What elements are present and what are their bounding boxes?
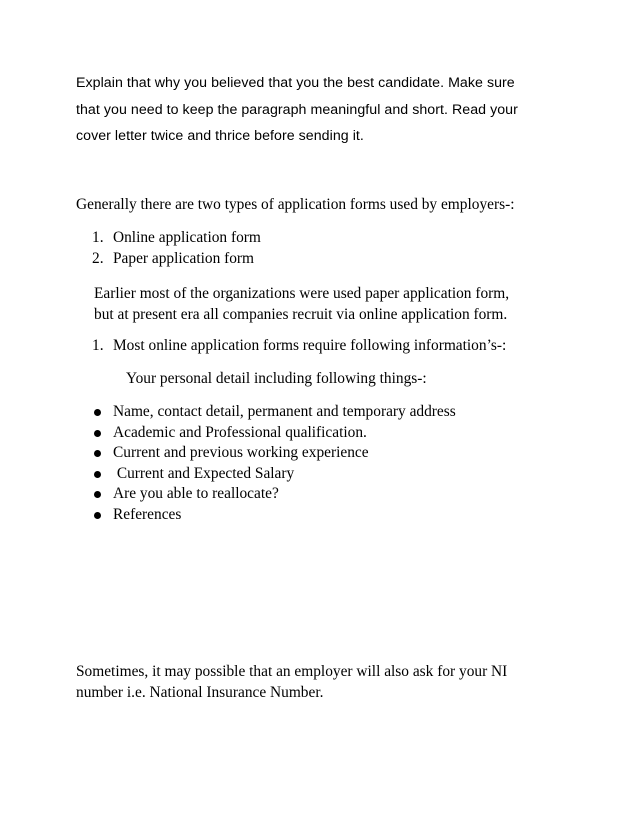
intro-line: Explain that why you believed that you the best candidate. Make sure xyxy=(76,75,515,91)
list-item xyxy=(92,484,592,505)
bullet-icon xyxy=(94,450,101,457)
list-item xyxy=(92,228,572,249)
list-item xyxy=(92,249,572,270)
earlier-paragraph xyxy=(94,284,614,325)
earlier-line: Earlier most of the organizations were used paper application form, xyxy=(94,285,510,302)
intro-line: cover letter twice and thrice before sending it. xyxy=(76,128,364,144)
intro-line: that you need to keep the paragraph meaningful and short. Read your xyxy=(76,101,518,118)
list-number: 1. xyxy=(92,337,104,354)
list-item xyxy=(92,423,592,444)
personal-detail-paragraph xyxy=(126,369,606,390)
list-item-text: Online application form xyxy=(113,229,261,246)
list-number: 2. xyxy=(92,249,104,267)
ni-line: Sometimes, it may possible that an employer will also ask for your NI xyxy=(76,663,508,680)
list-item xyxy=(92,464,592,485)
list-item-text: Most online application forms require following information’s-: xyxy=(113,337,507,354)
list-item xyxy=(92,336,612,357)
bullet-icon xyxy=(94,471,101,478)
online-forms-list xyxy=(92,336,612,357)
list-item-text: Name, contact detail, permanent and temporary address xyxy=(113,403,456,420)
ni-line: number i.e. National Insurance Number. xyxy=(76,683,324,701)
list-item-text: Academic and Professional qualification. xyxy=(113,423,367,441)
list-item xyxy=(92,505,592,526)
list-item-text: Current and Expected Salary xyxy=(113,464,295,482)
ni-paragraph xyxy=(76,662,596,703)
list-item-text: Paper application form xyxy=(113,249,255,267)
personal-detail-line: Your personal detail including following things-: xyxy=(126,370,427,387)
intro-paragraph xyxy=(76,70,576,150)
bullet-icon xyxy=(94,430,101,437)
detail-items-list xyxy=(92,402,592,525)
types-paragraph xyxy=(76,195,596,216)
bullet-icon xyxy=(94,512,101,519)
bullet-icon xyxy=(94,409,101,416)
list-item-text: References xyxy=(113,505,182,523)
list-item xyxy=(92,443,592,464)
bullet-icon xyxy=(94,491,101,498)
types-line: Generally there are two types of application forms used by employers-: xyxy=(76,196,515,213)
list-number: 1. xyxy=(92,229,104,246)
list-item xyxy=(92,402,592,423)
form-types-list xyxy=(92,228,572,269)
earlier-line: but at present era all companies recruit via online application form. xyxy=(94,305,508,323)
list-item-text: Are you able to reallocate? xyxy=(113,485,279,502)
list-item-text: Current and previous working experience xyxy=(113,444,369,461)
